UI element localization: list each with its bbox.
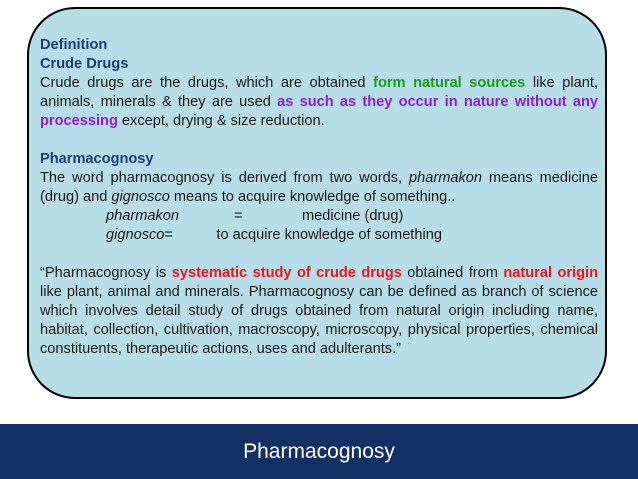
as-such-highlight: as such as they occur in nature without any processing — [40, 94, 598, 129]
word-origin-text-2: means medicine (drug) and — [40, 170, 598, 205]
definition-separator: = — [234, 208, 243, 224]
definition-meaning: to acquire knowledge of something — [216, 227, 442, 243]
pharmakon-term: pharmakon — [409, 170, 483, 186]
crude-drugs-paragraph — [40, 74, 598, 131]
definition-row-gignosco — [106, 226, 598, 245]
word-origin-text-1: The word pharmacognosy is derived from two words, — [40, 170, 409, 186]
definition-term: pharmakon — [106, 208, 180, 224]
quote-text-2: obtained from — [401, 265, 504, 281]
crude-drugs-text-3: except, drying & size reduction. — [117, 113, 325, 129]
crude-drugs-heading: Crude Drugs — [40, 56, 129, 72]
footer-title: Pharmacognosy — [243, 440, 395, 463]
definition-separator: = — [164, 227, 173, 243]
crude-drugs-text-2: like plant, animals, minerals & they are used — [40, 75, 599, 110]
spacer — [40, 131, 598, 150]
word-origin-text-3: means to acquire knowledge of something.. — [169, 189, 456, 205]
systematic-study-highlight: systematic study of crude drugs — [171, 265, 402, 281]
gignosco-term: gignosco — [111, 189, 170, 205]
quote-paragraph — [40, 264, 598, 359]
definition-heading: Definition — [40, 37, 108, 53]
natural-origin-highlight: natural origin — [503, 265, 598, 281]
spacer — [40, 245, 598, 264]
quote-text-3: like plant, animal and minerals. Pharmacognosy can be defined as branch of science which involves detail study of drugs obtained from natural origin including name, habitat, collection, cultivation, macroscopy, microscopy, physical properties, chemical constituents, therapeutic actions, uses and adulterants.” — [40, 284, 598, 357]
quote-text-1: “Pharmacognosy is — [40, 265, 172, 281]
definitions-list — [40, 207, 598, 245]
word-origin-paragraph — [40, 169, 598, 207]
definition-term: gignosco — [106, 227, 165, 243]
footer-bar — [0, 424, 638, 479]
pharmacognosy-heading: Pharmacognosy — [40, 151, 154, 167]
slide-content — [40, 36, 598, 359]
definition-row-pharmakon — [106, 207, 598, 226]
definition-meaning: medicine (drug) — [302, 208, 404, 224]
crude-drugs-text-1: Crude drugs are the drugs, which are obtained — [40, 75, 374, 91]
natural-sources-highlight: form natural sources — [373, 75, 526, 91]
